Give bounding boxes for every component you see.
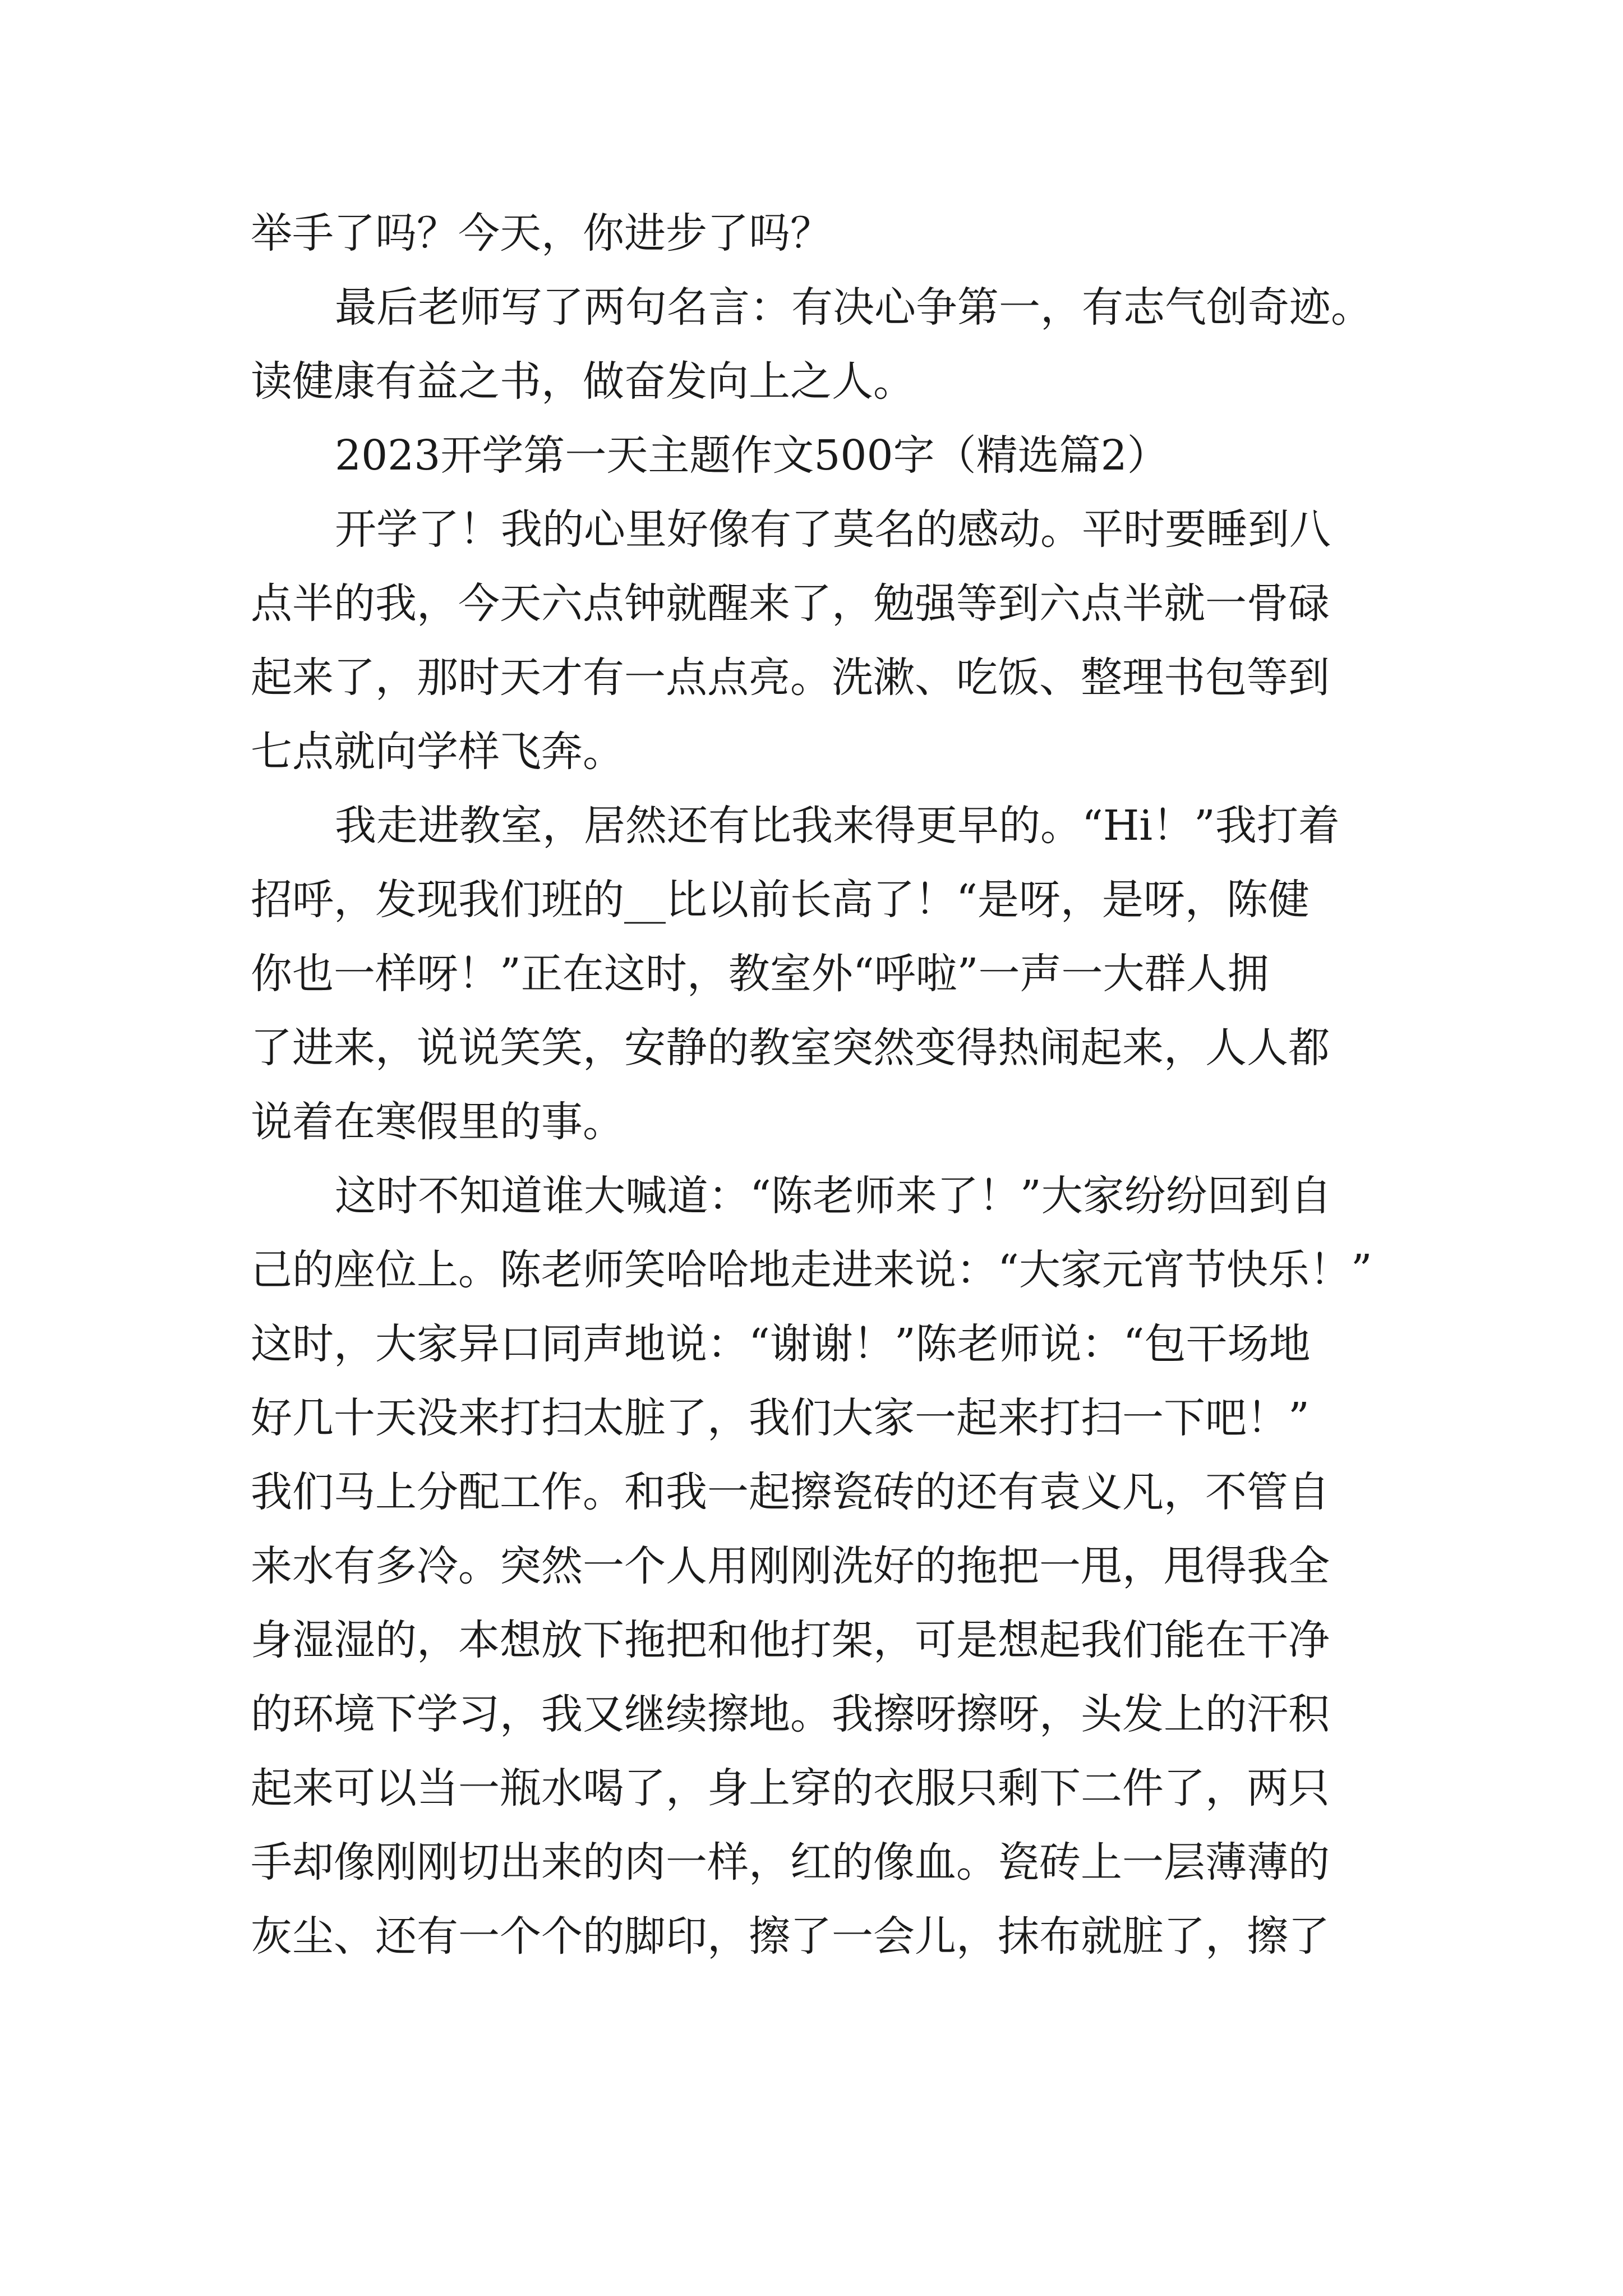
text-line: 点半的我，今天六点钟就醒来了，勉强等到六点半就一骨碌 [251, 579, 1330, 628]
text-line: 身湿湿的，本想放下拖把和他打架，可是想起我们能在干净 [251, 1616, 1330, 1664]
document-body [251, 196, 1389, 1973]
text-line: 灰尘、还有一个个的脚印，擦了一会儿，抹布就脏了，擦了 [251, 1912, 1330, 1961]
text-line: 你也一样呀！”正在这时，教室外“呼啦”一声一大群人拥 [251, 950, 1269, 998]
text-line: 好几十天没来打扫太脏了，我们大家一起来打扫一下吧！” [251, 1394, 1310, 1442]
text-line: 开学了！我的心里好像有了莫名的感动。平时要睡到八 [335, 505, 1331, 554]
text-line: 说着在寒假里的事。 [251, 1098, 624, 1146]
text-line: 己的座位上。陈老师笑哈哈地走进来说：“大家元宵节快乐！” [251, 1246, 1372, 1294]
text-line: 这时，大家异口同声地说：“谢谢！”陈老师说：“包干场地 [251, 1320, 1311, 1368]
text-line: 招呼，发现我们班的__比以前长高了！“是呀，是呀，陈健 [251, 876, 1310, 924]
text-line: 了进来，说说笑笑，安静的教室突然变得热闹起来，人人都 [251, 1024, 1330, 1072]
section-heading: 2023开学第一天主题作文500字（精选篇2） [335, 431, 1169, 480]
text-line: 来水有多冷。突然一个人用刚刚洗好的拖把一甩，甩得我全 [251, 1542, 1330, 1590]
text-line: 七点就向学样飞奔。 [251, 728, 624, 776]
text-line: 的环境下学习，我又继续擦地。我擦呀擦呀，头发上的汗积 [251, 1690, 1330, 1738]
text-line: 我们马上分配工作。和我一起擦瓷砖的还有袁义凡，不管自 [251, 1468, 1330, 1516]
text-line: 这时不知道谁大喊道：“陈老师来了！”大家纷纷回到自 [335, 1172, 1332, 1220]
text-line: 起来了，那时天才有一点点亮。洗漱、吃饭、整理书包等到 [251, 654, 1330, 702]
text-line: 手却像刚刚切出来的肉一样，红的像血。瓷砖上一层薄薄的 [251, 1838, 1330, 1887]
text-line: 我走进教室，居然还有比我来得更早的。“Hi！”我打着 [335, 802, 1340, 850]
text-line: 起来可以当一瓶水喝了，身上穿的衣服只剩下二件了，两只 [251, 1764, 1330, 1812]
text-line: 最后老师写了两句名言：有决心争第一，有志气创奇迹。 [335, 283, 1372, 332]
text-line: 举手了吗？今天，你进步了吗？ [251, 209, 832, 257]
text-line: 读健康有益之书，做奋发向上之人。 [251, 357, 915, 406]
